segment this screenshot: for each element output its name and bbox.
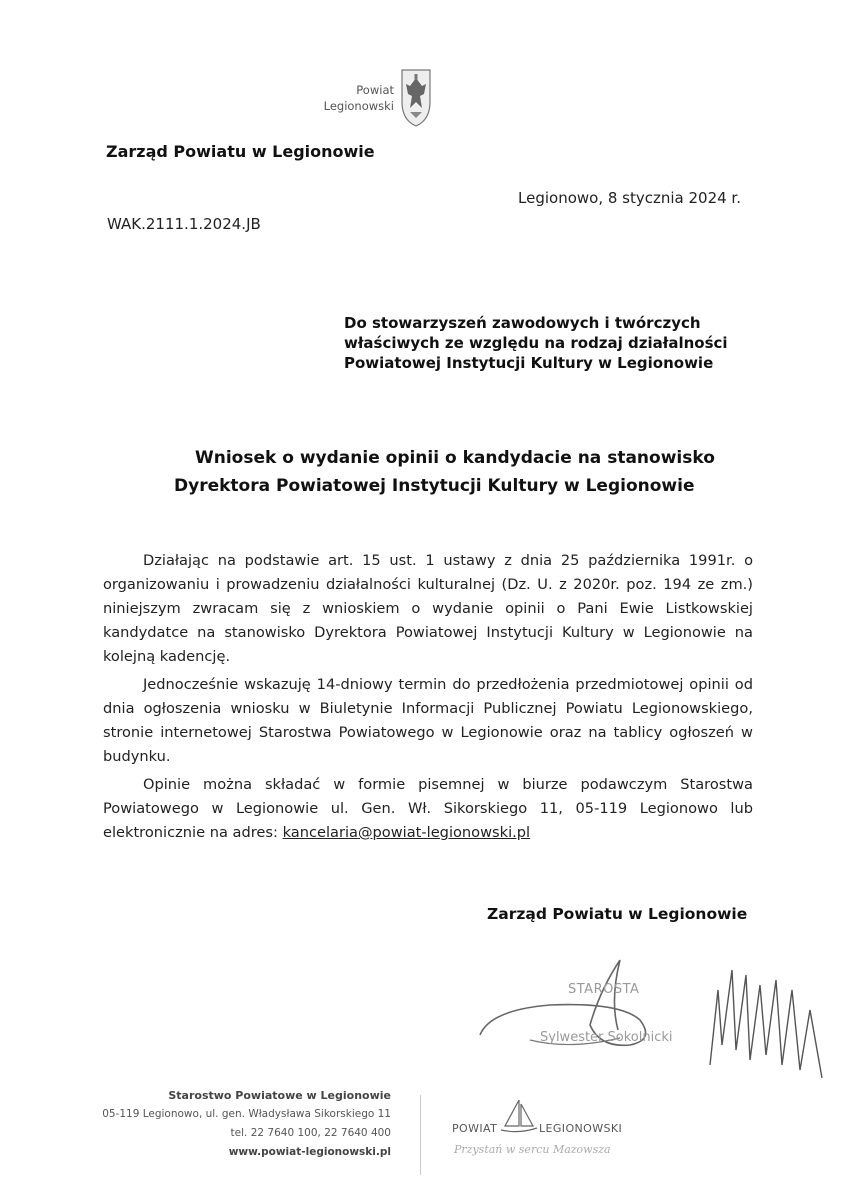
subject-heading [0, 444, 849, 500]
body-paragraph: Jednocześnie wskazuję 14-dniowy termin do przedłożenia przedmiotowej opinii od dnia ogłoszenia wniosku w Biuletynie Informacji Publicznej Powiatu Legionowskiego, stronie internetowej Starostwa Powiatowego w Legionowie oraz na tablicy ogłoszeń w budynku. [103, 676, 753, 765]
sailboat-logo-icon [499, 1098, 539, 1136]
body-paragraph-text: Opinie można składać w formie pisemnej w biurze podawczym Starostwa Powiatowego w Legionowie ul. Gen. Wł. Sikorskiego 11, 05-119 Legionowo lub elektronicznie na adres: [103, 776, 753, 841]
place-and-date: Legionowo, 8 stycznia 2024 r. [518, 189, 741, 207]
recipient-line: właściwych ze względu na rodzaj działalności [344, 334, 728, 352]
issuer-organization: Zarząd Powiatu w Legionowie [106, 142, 375, 161]
footer-contact [102, 1086, 391, 1162]
email-link[interactable]: kancelaria@powiat-legionowski.pl [282, 824, 531, 841]
logo-line-powiat: Powiat [356, 83, 394, 97]
recipient-block [344, 313, 728, 373]
footer-website[interactable]: www.powiat-legionowski.pl [228, 1146, 391, 1158]
letter-body [103, 549, 753, 845]
signer-name-stamp: Sylwester Sokolnicki [540, 1030, 673, 1045]
reference-number: WAK.2111.1.2024.JB [107, 215, 261, 233]
footer-office-name: Starostwo Powiatowe w Legionowie [168, 1089, 391, 1102]
footer-address: 05-119 Legionowo, ul. gen. Władysława Sikorskiego 11 [102, 1108, 391, 1120]
logo-line-legionowski: Legionowski [323, 99, 394, 113]
closing-organization: Zarząd Powiatu w Legionowie [487, 905, 748, 923]
subject-line-1: Wniosek o wydanie opinii o kandydacie na stanowisko [195, 448, 715, 468]
body-paragraph: Działając na podstawie art. 15 ust. 1 ustawy z dnia 25 października 1991r. o organizowaniu i prowadzeniu działalności kulturalnej (Dz. U. z 2020r. poz. 194 ze zm.) niniejszym zwracam się z wnioskiem o wydanie opinii o Pani Ewie Listkowskiej kandydatce na stanowisko Dyrektora Powiatowej Instytucji Kultury w Legionowie na kolejną kadencję. [103, 552, 753, 665]
signer-role-stamp: STAROSTA [568, 982, 640, 997]
footer-brand-powiat: POWIAT [452, 1122, 498, 1135]
county-crest-icon [400, 68, 432, 128]
footer-divider [420, 1095, 421, 1175]
footer-phone: tel. 22 7640 100, 22 7640 400 [230, 1127, 391, 1139]
handwritten-signatures [470, 950, 849, 1090]
recipient-line: Powiatowej Instytucji Kultury w Legionowie [344, 354, 714, 372]
body-paragraph [103, 773, 753, 845]
subject-line-2: Dyrektora Powiatowej Instytucji Kultury w Legionowie [174, 476, 695, 496]
footer-slogan: Przystań w sercu Mazowsza [454, 1143, 611, 1156]
logo-text [324, 82, 394, 114]
footer-brand-legionowski: LEGIONOWSKI [539, 1122, 623, 1135]
recipient-line: Do stowarzyszeń zawodowych i twórczych [344, 314, 701, 332]
